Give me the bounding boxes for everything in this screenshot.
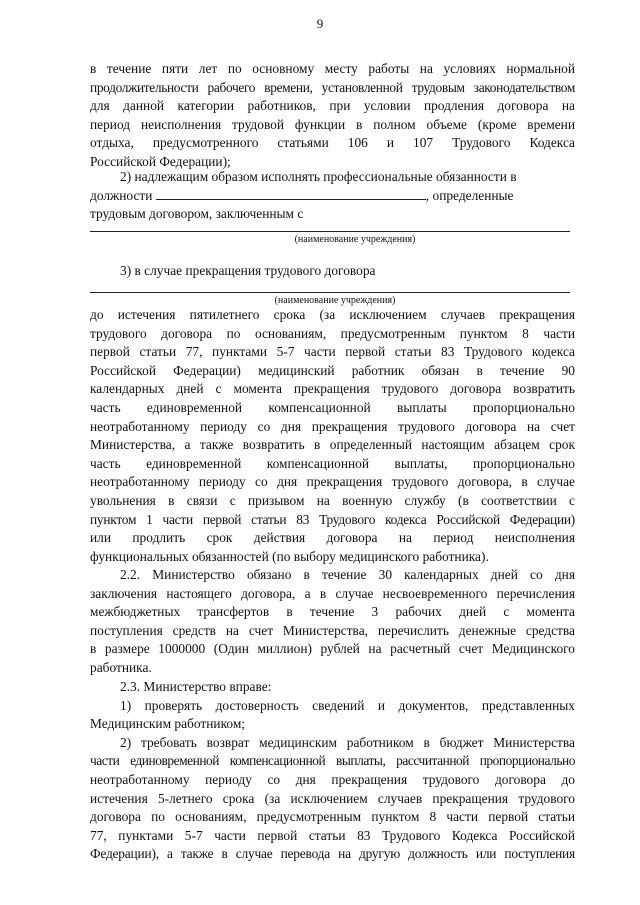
text-line: часть единовременной компенсационной выплаты, пропорционально bbox=[90, 455, 575, 471]
text-line: для данной категории работников, при условии продления договора на bbox=[90, 98, 575, 114]
text-line: неотработанному периоду со дня прекращения трудового договора на счет bbox=[90, 418, 575, 434]
text-line: 2.2. Министерство обязано в течение 30 календарных дней со дня bbox=[120, 567, 575, 582]
text-line: истечения 5-летнего срока (за исключением случаев прекращения трудового bbox=[90, 790, 575, 806]
text-line: договора по основаниям, предусмотренным пунктом 8 части первой статьи bbox=[90, 809, 575, 825]
text-line: 2) требовать возврат медицинским работником в бюджет Министерства bbox=[120, 734, 575, 750]
text-line: часть единовременной компенсационной выплаты пропорционально bbox=[90, 399, 575, 415]
text-line: 1) проверять достоверность сведений и документов, представленных bbox=[120, 697, 575, 713]
institution-blank-line-1[interactable] bbox=[90, 231, 570, 232]
text-line: первой статьи 77, пунктами 5-7 части первой статьи 83 Трудового кодекса bbox=[90, 344, 575, 360]
text-line: Медицинским работником; bbox=[90, 716, 246, 732]
paragraph-refund-obligation bbox=[90, 306, 575, 566]
text-line: Федерации), а также в случае перевода на другую должность или поступления bbox=[90, 846, 575, 862]
text-line: период неисполнения трудовой функции в полном объеме (кроме времени bbox=[90, 116, 575, 132]
position-suffix: , определенные bbox=[425, 187, 514, 203]
item-3-termination bbox=[90, 262, 575, 281]
item-2-perform-duties bbox=[90, 168, 575, 224]
text-line: 77, пунктами 5-7 части первой статьи 83 Трудового Кодекса Российской bbox=[90, 827, 575, 843]
paragraph-continuation bbox=[90, 60, 575, 172]
text-line: неотработанному периоду со дня прекращения трудового договора, в случае bbox=[90, 474, 575, 490]
position-blank-field[interactable] bbox=[156, 188, 426, 200]
text-line: Министерства, а также возвратить в определенный настоящим абзацем срок bbox=[90, 437, 575, 453]
text-line-position bbox=[90, 187, 575, 206]
institution-caption-2: (наименование учреждения) bbox=[274, 295, 396, 306]
institution-caption-1: (наименование учреждения) bbox=[294, 234, 416, 245]
section-heading-2-3: 2.3. Министерство вправе: bbox=[120, 679, 272, 694]
text-line: поступления средств на счет Министерства, перечислить денежные средства bbox=[90, 622, 575, 638]
page-number: 9 bbox=[316, 16, 324, 31]
text-line: работника. bbox=[90, 659, 152, 675]
text-line: межбюджетных трансфертов в течение 3 рабочих дней с момента bbox=[90, 604, 575, 620]
text-line: Российской Федерации) медицинский работник обязан в течение 90 bbox=[90, 362, 575, 378]
institution-blank-line-2[interactable] bbox=[90, 292, 570, 293]
text-line: трудового договора по основаниям, предусмотренным пунктом 8 части bbox=[90, 325, 575, 341]
text-line: Российской Федерации); bbox=[90, 153, 231, 169]
text-line: трудовым договором, заключенным с bbox=[90, 206, 304, 222]
text-line: продолжительности рабочего времени, установленной трудовым законодательством bbox=[90, 79, 575, 95]
text-line: в размере 1000000 (Один миллион) рублей на расчетный счет Медицинского bbox=[90, 641, 575, 657]
text-line: или продлить срок действия договора на период неисполнения bbox=[90, 530, 575, 546]
text-line: в течение пяти лет по основному месту работы на условиях нормальной bbox=[90, 61, 575, 76]
text-line: 3) в случае прекращения трудового договора bbox=[120, 263, 376, 278]
text-line: 2) надлежащим образом исполнять профессиональные обязанности в bbox=[120, 169, 517, 184]
text-line: увольнения в связи с призывом на военную службу (в соответствии с bbox=[90, 492, 575, 508]
text-line: пунктом 1 части первой статьи 83 Трудового кодекса Российской Федерации) bbox=[90, 511, 575, 527]
text-line: части единовременной компенсационной выплаты, рассчитанной пропорционально bbox=[90, 753, 575, 769]
text-line: отдыха, предусмотренного статьями 106 и 107 Трудового Кодекса bbox=[90, 135, 575, 151]
text-line: неотработанному периоду со дня прекращения трудового договора до bbox=[90, 771, 575, 787]
position-label: должности bbox=[90, 187, 153, 203]
text-line: функциональных обязанностей (по выбору медицинского работника). bbox=[90, 548, 489, 564]
paragraph-2-3 bbox=[90, 678, 575, 864]
text-line: до истечения пятилетнего срока (за исключением случаев прекращения bbox=[90, 307, 575, 322]
text-line: календарных дней с момента прекращения трудового договора возвратить bbox=[90, 381, 575, 397]
text-line: заключения настоящего договора, а в случае несвоевременного перечисления bbox=[90, 585, 575, 601]
paragraph-2-2 bbox=[90, 566, 575, 678]
